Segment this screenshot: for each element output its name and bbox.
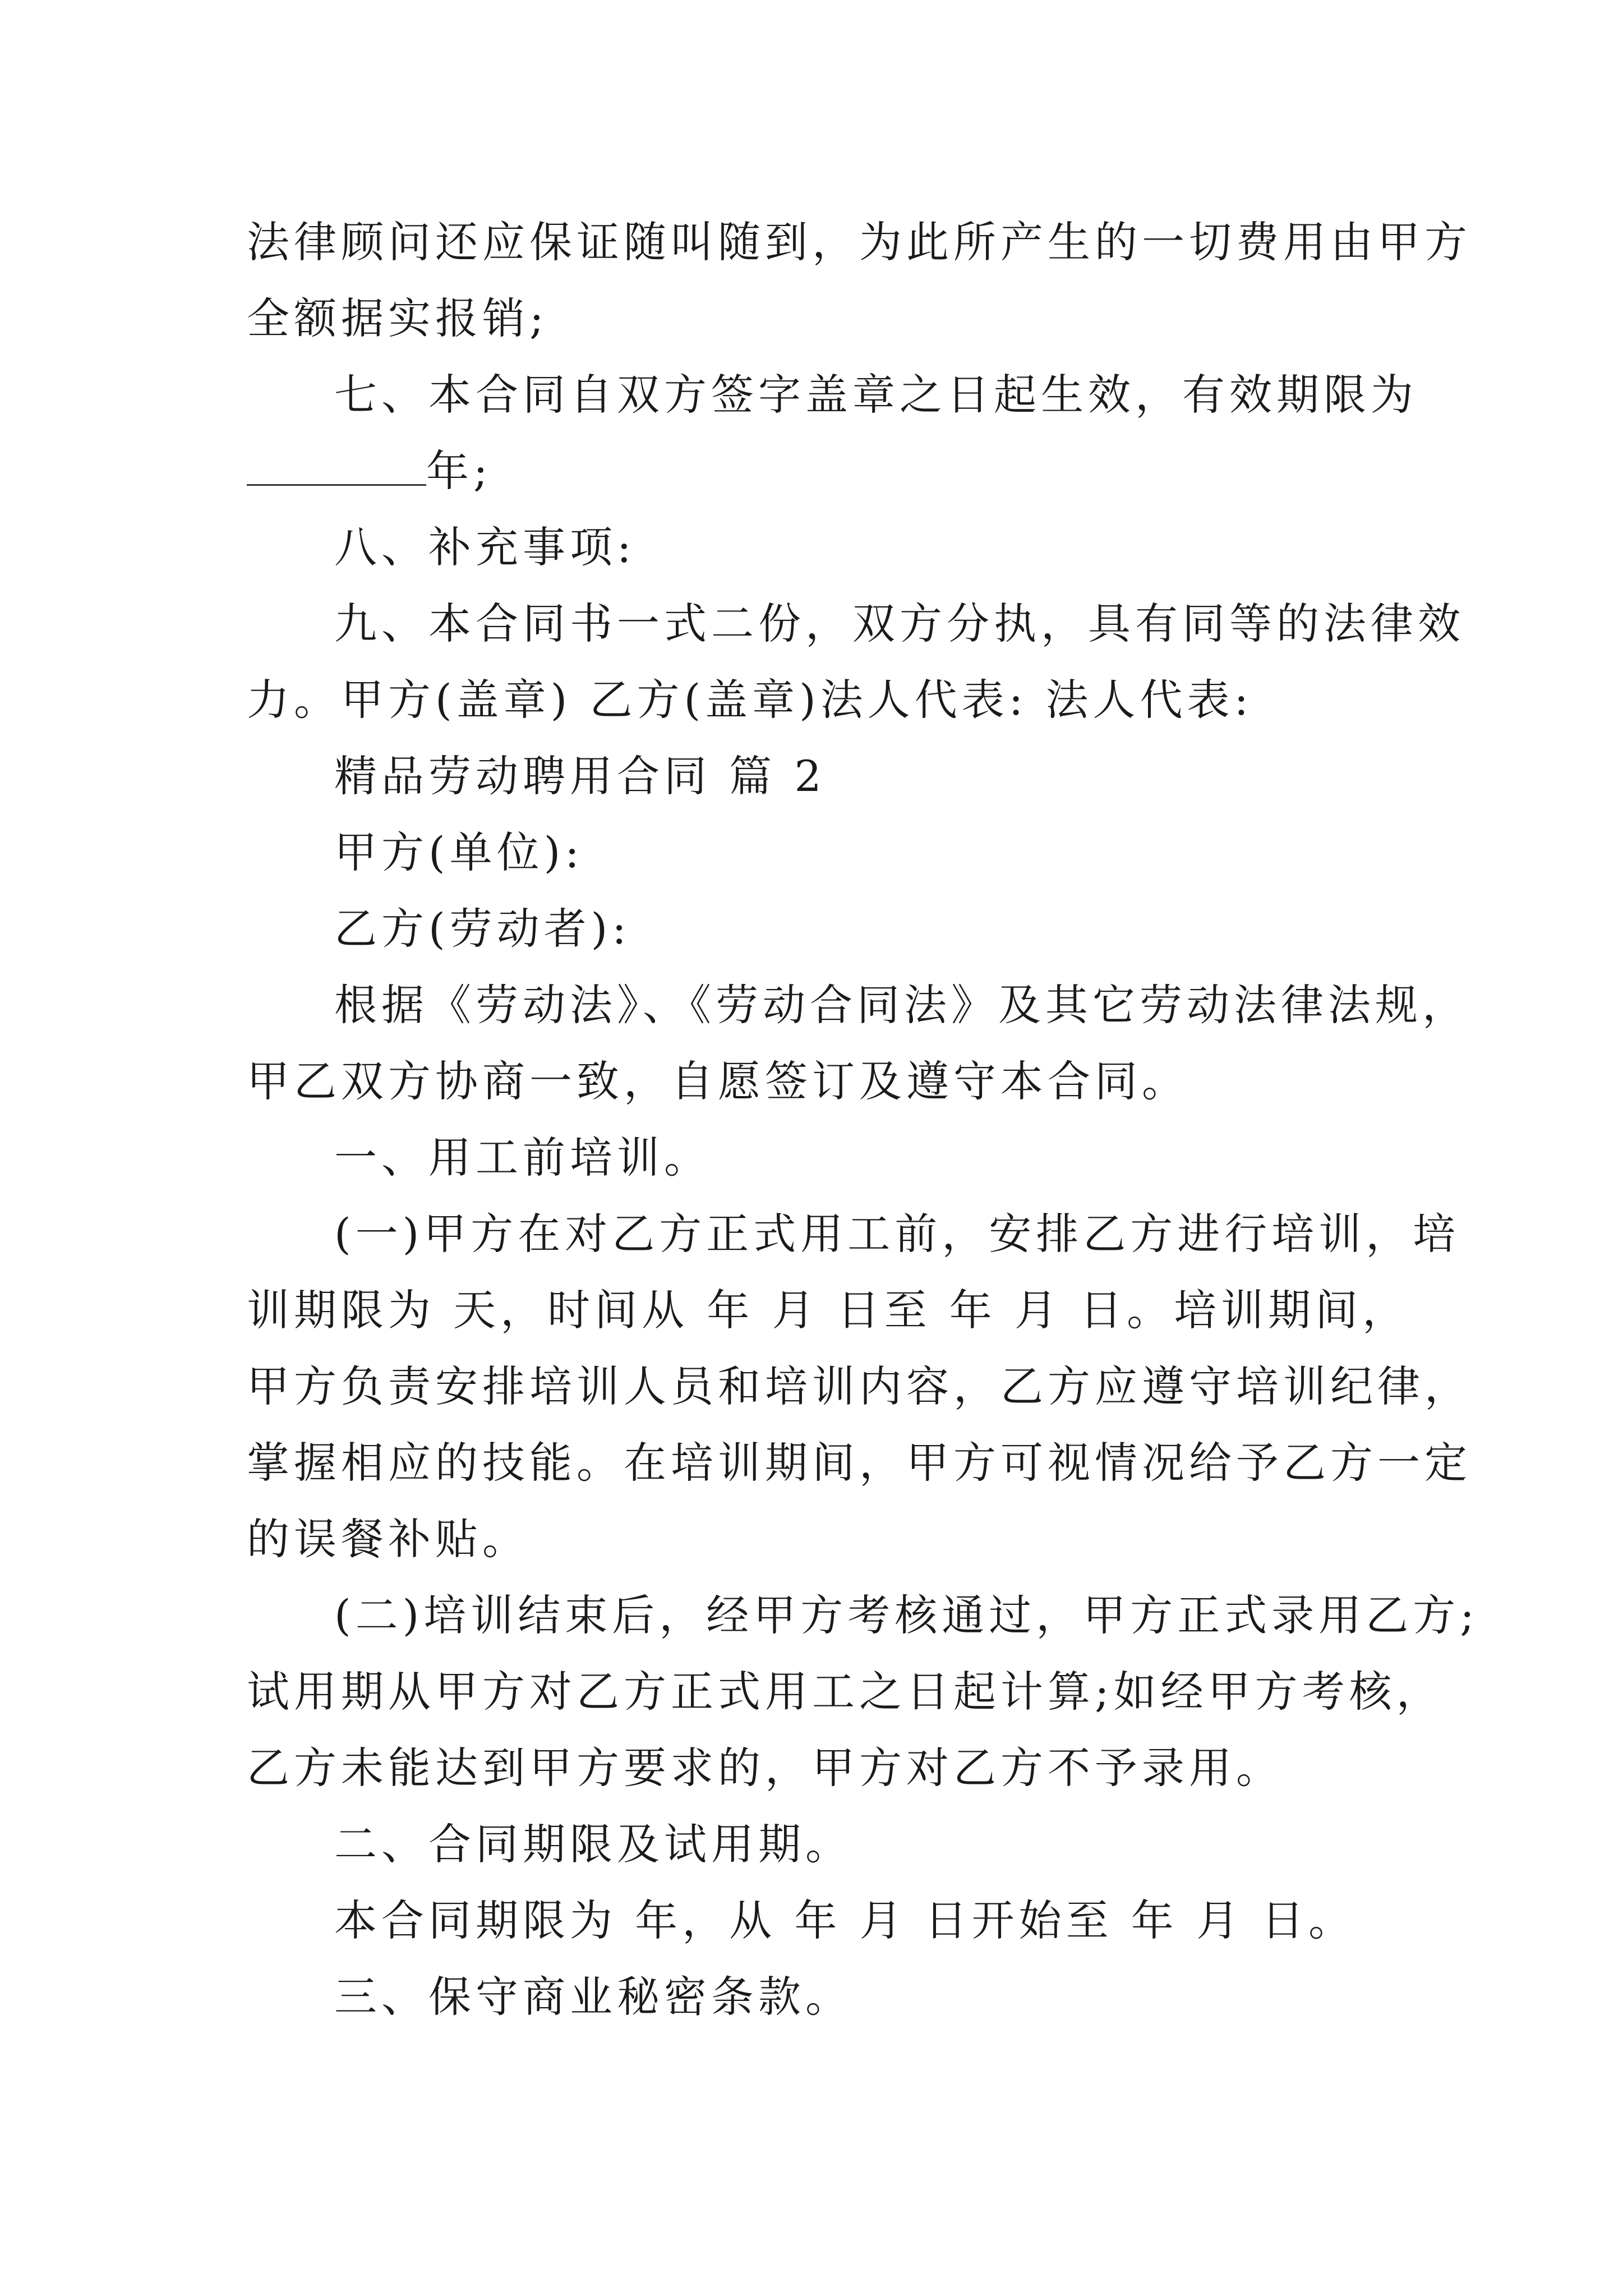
paragraph-line: 法律顾问还应保证随叫随到，为此所产生的一切费用由甲方 [247, 217, 1472, 267]
training-para-line: 的误餐补贴。 [247, 1514, 529, 1564]
section-title: 精品劳动聘用合同 篇 2 [334, 751, 826, 801]
clause-8-line: 八、补充事项: [334, 522, 636, 572]
probation-para-line: 试用期从甲方对乙方正式用工之日起计算;如经甲方考核， [247, 1667, 1444, 1717]
probation-para-line: (二)培训结束后，经甲方考核通过，甲方正式录用乙方; [334, 1590, 1479, 1640]
term-line: 本合同期限为 年，从 年 月 日开始至 年 月 日。 [334, 1895, 1356, 1945]
training-para-line: 甲方负责安排培训人员和培训内容，乙方应遵守培训纪律， [247, 1361, 1472, 1411]
training-para-line: (一)甲方在对乙方正式用工前，安排乙方进行培训，培 [334, 1209, 1460, 1259]
term-years-line [247, 443, 1391, 499]
clause-7-line: 七、本合同自双方签字盖章之日起生效，有效期限为 [334, 370, 1418, 420]
preamble-line: 根据《劳动法》、《劳动合同法》及其它劳动法律法规， [334, 980, 1469, 1030]
preamble-line: 甲乙双方协商一致，自愿签订及遵守本合同。 [247, 1056, 1189, 1106]
blank-suffix: 年; [426, 446, 492, 496]
heading-confidentiality: 三、保守商业秘密条款。 [334, 1972, 852, 2022]
training-para-line: 掌握相应的技能。在培训期间，甲方可视情况给予乙方一定 [247, 1438, 1472, 1488]
heading-term: 二、合同期限及试用期。 [334, 1819, 852, 1869]
heading-training: 一、用工前培训。 [334, 1133, 711, 1182]
fill-in-blank [247, 450, 426, 486]
clause-9-line: 九、本合同书一式二份，双方分执，具有同等的法律效 [334, 599, 1465, 648]
signature-line: 力。甲方(盖章) 乙方(盖章)法人代表: 法人代表: [247, 675, 1253, 725]
probation-para-line: 乙方未能达到甲方要求的，甲方对乙方不予录用。 [247, 1743, 1283, 1793]
paragraph-line: 全额据实报销; [247, 293, 548, 343]
party-b-line: 乙方(劳动者): [334, 904, 631, 954]
training-para-line: 训期限为 天，时间从 年 月 日至 年 月 日。培训期间， [247, 1285, 1410, 1335]
party-a-line: 甲方(单位): [334, 827, 584, 877]
